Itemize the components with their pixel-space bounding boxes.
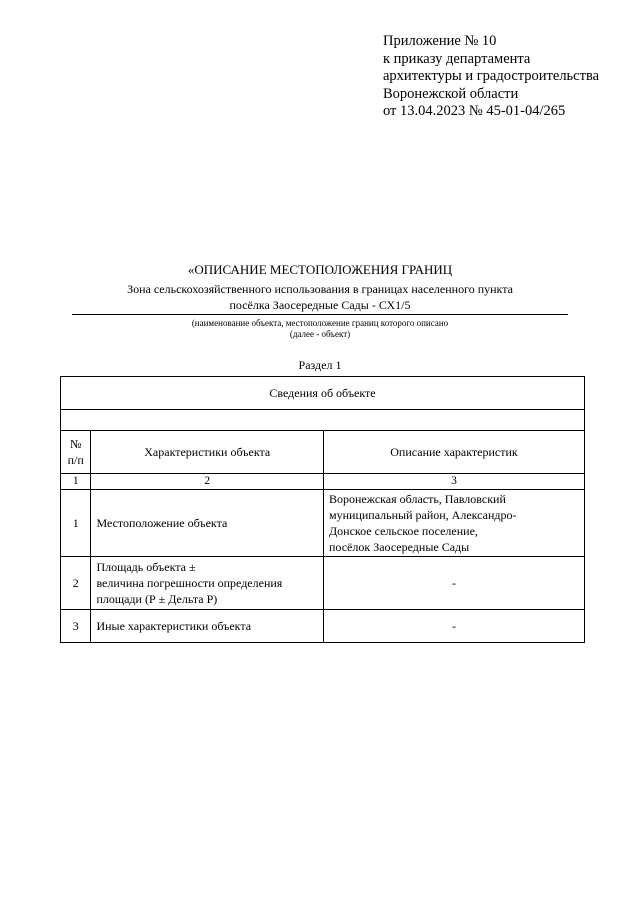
title-underline (72, 314, 568, 315)
col-header-no-line: п/п (67, 453, 84, 467)
appendix-line: к приказу департамента (383, 50, 531, 67)
col-header-characteristics: Характеристики объекта (91, 431, 324, 474)
col-header-no-line: № (70, 437, 82, 451)
description-line: муниципальный район, Александро- (329, 508, 517, 522)
characteristic-line: площади (Р ± Дельта Р) (96, 592, 218, 606)
appendix-line: Воронежской области (383, 85, 519, 102)
col-header-description: Описание характеристик (324, 431, 585, 474)
col-header-no (61, 431, 91, 474)
description-line: Воронежская область, Павловский (329, 492, 506, 506)
object-info-table (60, 376, 585, 643)
col-number: 3 (324, 474, 585, 490)
section-title: Раздел 1 (298, 358, 342, 372)
table-empty-row (61, 410, 585, 431)
row-number: 2 (61, 557, 91, 610)
characteristic-line: Площадь объекта ± (96, 560, 196, 574)
table-row (61, 557, 585, 610)
row-characteristic: Местоположение объекта (91, 490, 324, 557)
row-number: 3 (61, 610, 91, 643)
col-number: 1 (61, 474, 91, 490)
description-line: Донское сельское поселение, (329, 524, 478, 538)
empty-cell (61, 410, 585, 431)
row-characteristic: Иные характеристики объекта (91, 610, 324, 643)
table-row (61, 490, 585, 557)
column-header-row (61, 431, 585, 474)
description-line: посёлок Заосередные Сады (329, 540, 470, 554)
table-header: Сведения об объекте (61, 377, 585, 410)
object-name-line: Зона сельскохозяйственного использования в границах населенного пункта (127, 282, 513, 296)
object-name-line: посёлка Заосередные Сады - СХ1/5 (229, 298, 411, 312)
row-description (324, 490, 585, 557)
row-description: - (324, 610, 585, 643)
title-caption: (наименование объекта, местоположение границ которого описано (191, 318, 449, 328)
document-title: «ОПИСАНИЕ МЕСТОПОЛОЖЕНИЯ ГРАНИЦ (187, 262, 453, 277)
appendix-line: архитектуры и градостроительства (383, 68, 600, 84)
row-description: - (324, 557, 585, 610)
appendix-block (383, 33, 599, 121)
row-number: 1 (61, 490, 91, 557)
table-header-row (61, 377, 585, 410)
column-number-row (61, 474, 585, 490)
title-caption: (далее - объект) (289, 329, 351, 339)
table-row (61, 610, 585, 643)
appendix-line: от 13.04.2023 № 45-01-04/265 (383, 103, 566, 119)
col-number: 2 (91, 474, 324, 490)
row-characteristic (91, 557, 324, 610)
characteristic-line: величина погрешности определения (96, 576, 283, 590)
appendix-line: Приложение № 10 (383, 33, 497, 49)
